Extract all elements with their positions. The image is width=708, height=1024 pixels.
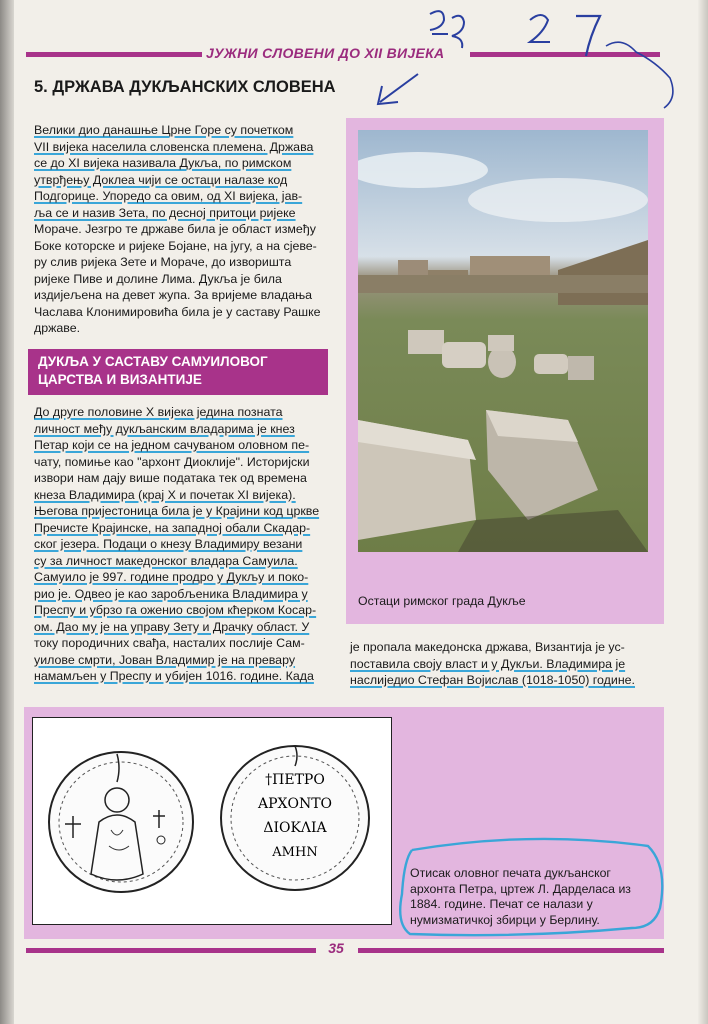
body-line: наслиједио Стефан Војислав (1018-1050) године. <box>350 673 635 687</box>
seal-caption <box>410 866 658 928</box>
body-line: Пречисте Крајинске, на западној обали Скадар- <box>34 520 311 535</box>
body-line: Преспу и убрзо га оженио својом кћерком Косар- <box>34 603 317 617</box>
header-rule-right <box>470 52 660 57</box>
seal-inscription-line: †ΠΕΤΡΟ <box>265 772 325 788</box>
continuation-paragraph <box>350 639 664 689</box>
subsection-title-line: ЦАРСТВА И ВИЗАНТИЈЕ <box>38 372 202 387</box>
body-line: извори нам дају више података тек од времена <box>34 471 307 485</box>
page-edge-right <box>698 0 708 1024</box>
body-line: намамљен у Преспу и убијен 1016. године. Када <box>34 669 314 683</box>
intro-line: утврђењу Доклеа чији се остаци налазе код <box>34 172 288 187</box>
body-line: Самуило је 997. године продро у Дукљу и поко- <box>34 570 309 584</box>
seal-reverse <box>221 746 369 890</box>
intro-line: Мораче. Језгро те државе била је област између <box>34 222 316 236</box>
seal-inscription-line: ΔΙΟΚΛΙΑ <box>263 820 327 836</box>
intro-line: Подгорице. Упоредо са овим, од XI вијека, јав- <box>34 189 303 203</box>
body-line: До друге половине X вијека једина позната <box>34 405 283 419</box>
intro-line: VII вијека населила словенска племена. Држава <box>34 139 314 154</box>
footer-rule-left <box>26 948 316 953</box>
intro-line: Боке которске и ријеке Бојане, на југу, а на сјеве- <box>34 238 317 253</box>
intro-line: ријеке Пиве и долине Лима. Дукља је била <box>34 271 282 286</box>
seal-obverse <box>49 752 193 892</box>
seal-caption-line: архонта Петра, цртеж Л. Дарделаса из <box>410 881 631 896</box>
body-line: ског језера. Подаци о кнезу Владимиру везани <box>34 537 303 551</box>
ruins-illustration <box>358 130 648 552</box>
body-line: поставила своју власт и у Дукљи. Владимира је <box>350 656 626 671</box>
intro-line: Велики дио данашње Црне Горе су почетком <box>34 123 294 137</box>
seal-drawing-frame <box>32 717 392 925</box>
seal-caption-line: 1884. године. Печат се налази у <box>410 897 593 911</box>
body-line: кнеза Владимира (крај X и почетак XI вијека). <box>34 487 296 502</box>
lead-seal-drawing <box>33 718 391 924</box>
intro-line: Часлава Клонимировића била је у саставу Рашке <box>34 304 321 319</box>
page-number: 35 <box>328 940 344 956</box>
running-head: ЈУЖНИ СЛОВЕНИ ДО XII ВИЈЕКА <box>206 45 445 61</box>
body-line: Петар који се на једном сачуваном оловном пе- <box>34 438 310 452</box>
body-line: уилове смрти, Јован Владимир је на превару <box>34 652 296 667</box>
seal-inscription-line: ΑΡΧΟΝΤΟ <box>257 796 333 812</box>
body-line: су за личност македонског владара Самуила. <box>34 553 298 568</box>
intro-line: ља се и назив Зета, по десној притоци ријеке <box>34 205 296 220</box>
body-line: је пропала македонска држава, Византија је ус- <box>350 640 625 654</box>
subsection-title-line: ДУКЉА У САСТАВУ САМУИЛОВОГ <box>38 354 268 369</box>
subsection-paragraph <box>34 404 330 685</box>
subsection-title <box>28 349 328 395</box>
seal-caption-line: нумизматичкој збирци у Берлину. <box>410 912 600 927</box>
body-line: току породичних свађа, насталих послије Сам- <box>34 636 305 650</box>
ruins-photo <box>358 130 648 552</box>
footer-rule-right <box>358 948 664 953</box>
body-line: Његова пријестоница била је у Крајини код цркве <box>34 504 320 518</box>
seal-inscription-line: ΑΜΗΝ <box>272 845 318 860</box>
intro-line: издијељена на девет жупа. За вријеме владања <box>34 288 313 302</box>
header-rule-left <box>26 52 202 57</box>
body-line: личност међу дукљанским владарима је кнез <box>34 421 295 436</box>
intro-line: ру слив ријека Зете и Мораче, до изворишта <box>34 255 292 269</box>
body-line: ом. Дао му је на управу Зету и Драчку област. У <box>34 619 310 634</box>
intro-line: се до XI вијека називала Дукља, по римском <box>34 156 292 170</box>
intro-line: државе. <box>34 321 81 335</box>
photo-caption: Остаци римског града Дукље <box>358 594 526 608</box>
section-title: 5. ДРЖАВА ДУКЉАНСКИХ СЛОВЕНА <box>34 78 336 96</box>
seal-caption-line: Отисак оловног печата дукљанског <box>410 866 611 880</box>
intro-paragraph <box>34 122 330 337</box>
body-line: чату, помиње као "архонт Диоклије". Историјски <box>34 454 310 469</box>
body-line: рио је. Одвео је као заробљеника Владимира у <box>34 586 308 601</box>
binding-shadow <box>0 0 14 1024</box>
